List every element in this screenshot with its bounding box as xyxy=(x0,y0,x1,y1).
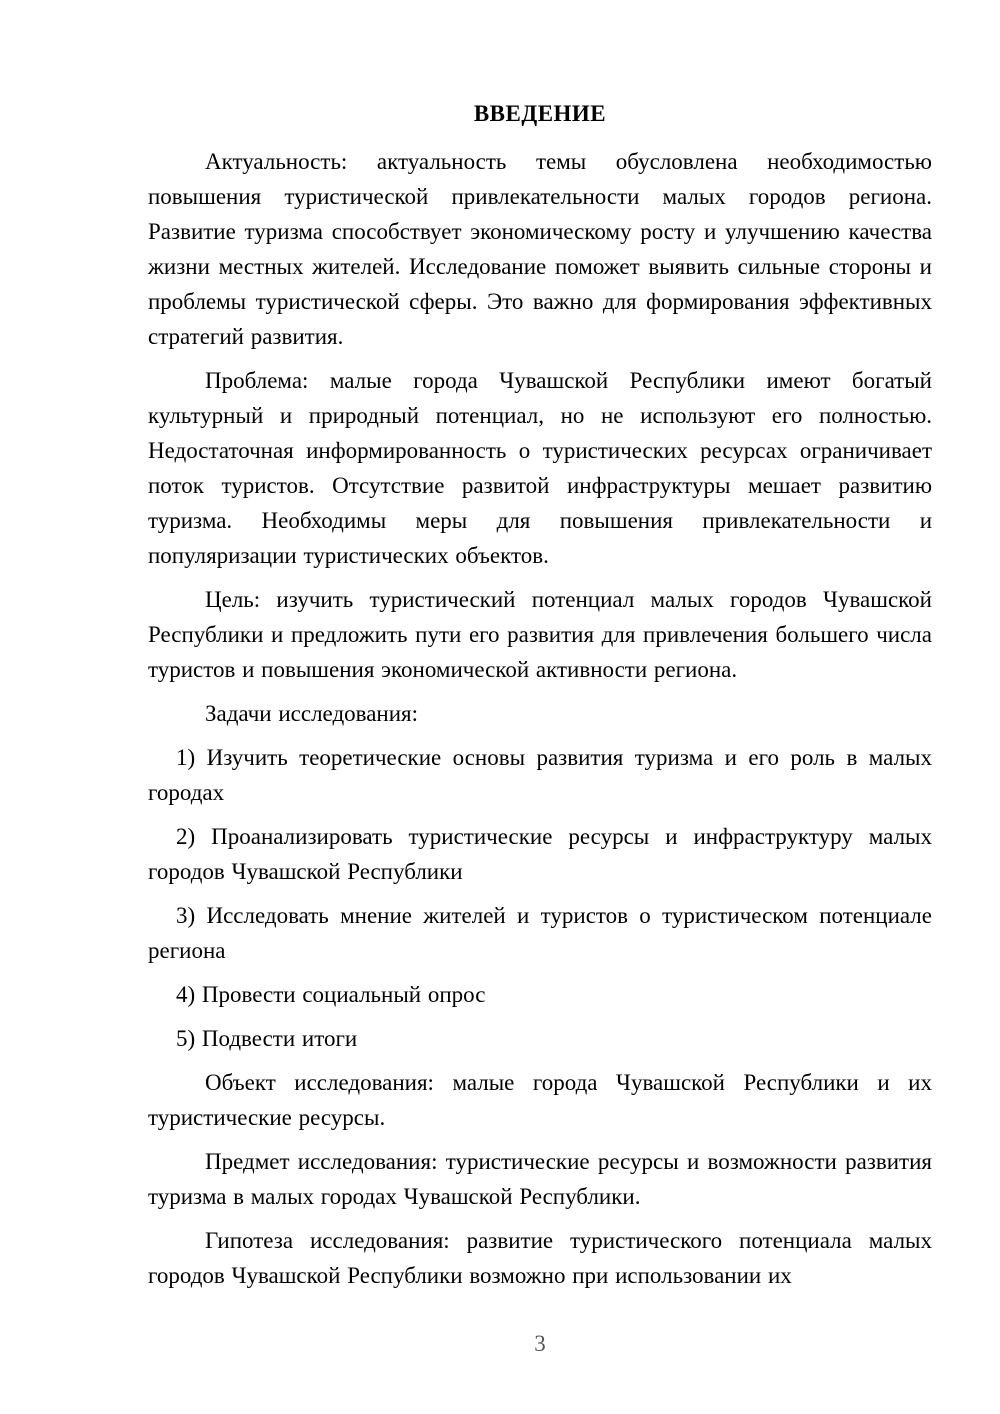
page-title: ВВЕДЕНИЕ xyxy=(473,101,607,126)
task-item-2: 2) Проанализировать туристические ресурсы и инфраструктуру малых городов Чувашской Республики xyxy=(148,824,932,884)
paragraph-tasks-label: Задачи исследования: xyxy=(205,701,419,726)
paragraph-problem: Проблема: малые города Чувашской Республики имеют богатый культурный и природный потенциал, но не используют его полностью. Недостаточная информированность о туристических ресурсах ограничивает поток туристов. Отсутствие развитой инфраструктуры мешает развитию туризма. Необходимы меры для повышения привлекательности и популяризации туристических объектов. xyxy=(148,368,932,568)
paragraph-goal: Цель: изучить туристический потенциал малых городов Чувашской Республики и предложить пути его развития для привлечения большего числа туристов и повышения экономической активности региона. xyxy=(148,587,932,682)
paragraph-object: Объект исследования: малые города Чувашской Республики и их туристические ресурсы. xyxy=(148,1070,932,1130)
paragraph-subject: Предмет исследования: туристические ресурсы и возможности развития туризма в малых городах Чувашской Республики. xyxy=(148,1149,932,1209)
task-item-4: 4) Провести социальный опрос xyxy=(176,982,486,1007)
paragraph-relevance: Актуальность: актуальность темы обусловлена необходимостью повышения туристической привлекательности малых городов региона. Развитие туризма способствует экономическому росту и улучшению качества жизни местных жителей. Исследование поможет выявить сильные стороны и проблемы туристической сферы. Это важно для формирования эффективных стратегий развития. xyxy=(148,149,932,349)
task-item-3: 3) Исследовать мнение жителей и туристов о туристическом потенциале региона xyxy=(148,903,932,963)
page-number: 3 xyxy=(534,1331,546,1356)
paragraph-hypothesis: Гипотеза исследования: развитие туристического потенциала малых городов Чувашской Республики возможно при использовании их xyxy=(148,1228,932,1288)
task-item-1: 1) Изучить теоретические основы развития туризма и его роль в малых городах xyxy=(148,745,932,805)
task-item-5: 5) Подвести итоги xyxy=(176,1026,358,1051)
